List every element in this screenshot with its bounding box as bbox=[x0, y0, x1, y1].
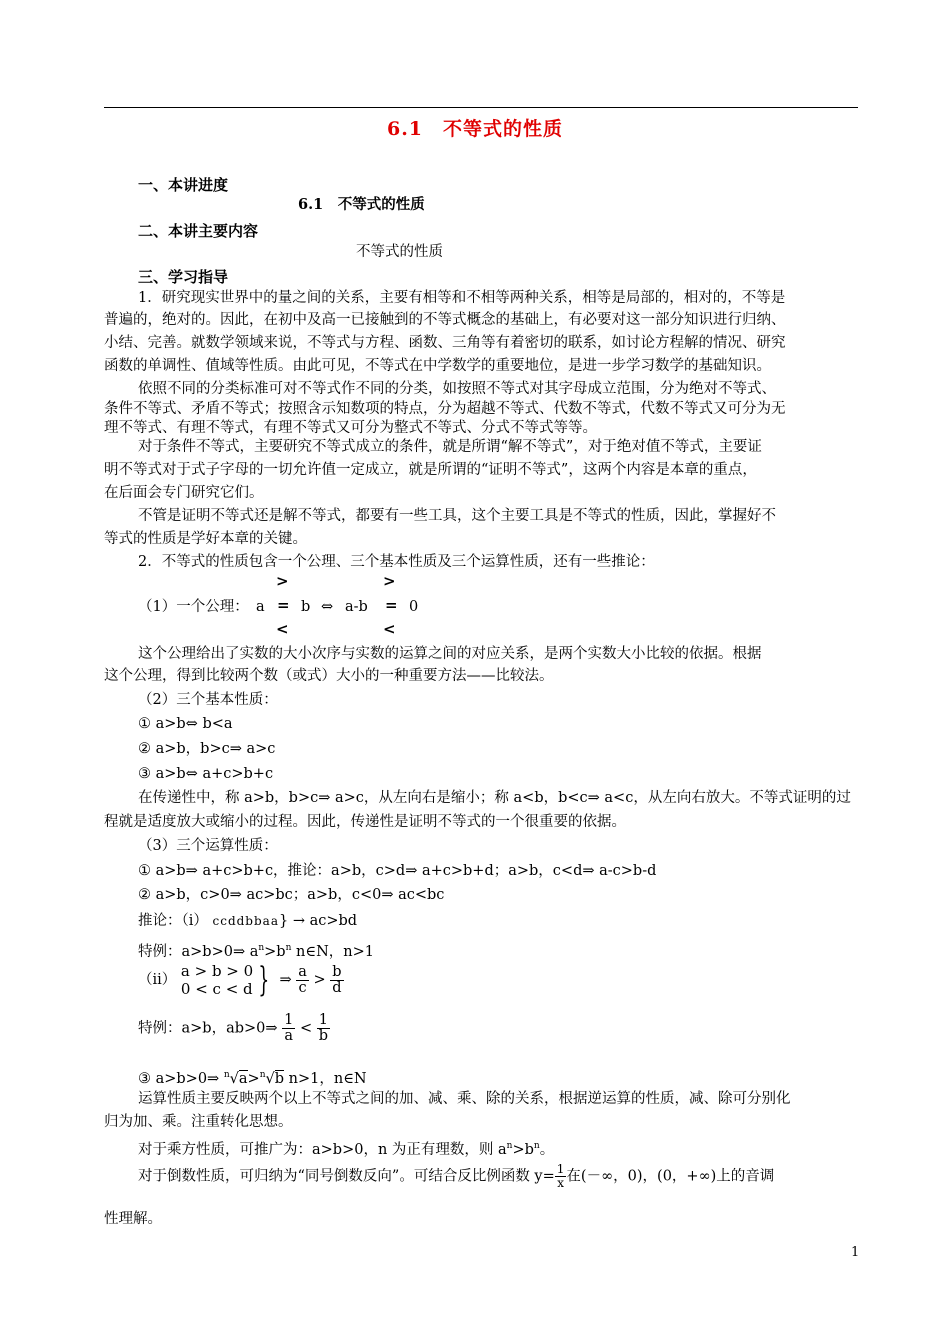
p3-line-3: 在后面会专门研究它们。 bbox=[104, 485, 264, 501]
p1-line-1: 1．研究现实世界中的量之间的关系，主要有相等和不相等两种关系，相等是局部的，相对的，不等是 bbox=[138, 290, 786, 306]
axiom-eq-1: = bbox=[277, 596, 290, 614]
axiom-gt-1: > bbox=[276, 572, 289, 590]
denominator: c bbox=[298, 979, 307, 996]
radicand-a: a bbox=[238, 1070, 248, 1087]
axiom-gt-2: > bbox=[383, 572, 396, 590]
numerator: 1 bbox=[284, 1012, 294, 1028]
condition-line-2: 0 < c < d bbox=[180, 980, 253, 998]
corollary-ii bbox=[138, 962, 344, 998]
p7-line-2: 程就是适度放大或缩小的过程。因此，传递性是证明不等式的一个很重要的依据。 bbox=[104, 814, 626, 830]
header-rule bbox=[104, 107, 858, 108]
iff-symbol: ⇔ bbox=[321, 599, 334, 615]
exponent-n: n bbox=[533, 1141, 540, 1151]
fraction-1-over-a bbox=[282, 1013, 295, 1044]
root-index: n bbox=[223, 1070, 230, 1080]
basic-property-1: ① a>b⇔ b<a bbox=[138, 716, 233, 732]
p10-line-1 bbox=[138, 1163, 774, 1190]
axiom-b: b bbox=[301, 599, 311, 615]
implies-symbol: ⇒ bbox=[279, 972, 292, 988]
p1-line-2: 普遍的，绝对的。因此，在初中及高一已接触到的不等式概念的基础上，有必要对这一部分知识进行归纳、 bbox=[104, 312, 786, 328]
special-case-1 bbox=[138, 939, 374, 961]
special-1-text: 特例：a>b>0⇒ a bbox=[138, 943, 259, 960]
exponent-n: n bbox=[285, 943, 292, 953]
axiom-lt-2: < bbox=[383, 620, 396, 638]
op-property-1: ① a>b⇒ a+c>b+c，推论：a>b，c>d⇒ a+c>b+d；a>b，c<d⇒ a-c>b-d bbox=[138, 863, 657, 879]
fraction-a-over-c bbox=[296, 965, 309, 996]
radical-icon: √ bbox=[229, 1070, 239, 1087]
exponent-n: n bbox=[506, 1141, 513, 1151]
fraction-b-over-d bbox=[330, 965, 343, 996]
section-1-content: 6.1 不等式的性质 bbox=[298, 196, 425, 213]
radical-icon: √ bbox=[265, 1070, 275, 1087]
p2-line-3: 理不等式、有理不等式，有理不等式又可分为整式不等式、分式不等式等等。 bbox=[104, 420, 597, 436]
p4-line-2: 等式的性质是学好本章的关键。 bbox=[104, 531, 307, 547]
denominator: b bbox=[318, 1028, 329, 1044]
numerator: a bbox=[298, 963, 307, 980]
ops-heading: （3）三个运算性质： bbox=[138, 838, 278, 854]
right-brace-icon: } bbox=[258, 960, 270, 1000]
greater-symbol: > bbox=[313, 972, 326, 988]
p2-line-1: 依照不同的分类标准可对不等式作不同的分类，如按照不等式对其字母成立范围，分为绝对不等式、 bbox=[138, 381, 776, 397]
less-symbol: < bbox=[299, 1020, 313, 1037]
special-1-tail: n∈N，n>1 bbox=[291, 943, 374, 960]
p5-line: 2．不等式的性质包含一个公理、三个基本性质及三个运算性质，还有一些推论： bbox=[138, 554, 655, 570]
page-title: 6.1 不等式的性质 bbox=[386, 118, 564, 140]
basic-heading: （2）三个基本性质： bbox=[138, 692, 278, 708]
corollary-i-arrow: → bbox=[292, 913, 305, 929]
section-2-content: 不等式的性质 bbox=[356, 244, 443, 260]
special-1-mid: >b bbox=[264, 943, 286, 960]
p1-line-3: 小结、完善。就数学领域来说，不等式与方程、函数、三角等有着密切的联系，如讨论方程解的情况、研究 bbox=[104, 335, 786, 351]
p1-line-4: 函数的单调性、值域等性质。由此可见，不等式在中学数学的重要地位，是进一步学习数学的基础知识。 bbox=[104, 358, 771, 374]
numerator: 1 bbox=[556, 1162, 565, 1176]
corollary-i-label: 推论：（i） bbox=[138, 913, 208, 929]
corollary-i bbox=[138, 912, 357, 930]
section-2-heading: 二、本讲主要内容 bbox=[138, 222, 259, 240]
corollary-i-result: ac>bd bbox=[309, 913, 358, 929]
p9-text: 对于乘方性质，可推广为：a>b>0，n 为正有理数，则 a bbox=[138, 1141, 507, 1158]
axiom-zero: 0 bbox=[409, 599, 419, 615]
p9-line bbox=[138, 1137, 554, 1159]
basic-property-3: ③ a>b⇔ a+c>b+c bbox=[138, 766, 274, 782]
axiom-label: （1）一个公理： bbox=[138, 599, 249, 615]
basic-property-2: ② a>b，b>c⇒ a>c bbox=[138, 741, 276, 757]
denominator: d bbox=[332, 979, 342, 996]
numerator: 1 bbox=[317, 1013, 330, 1029]
p4-line-1: 不管是证明不等式还是解不等式，都要有一些工具，这个主要工具是不等式的性质，因此，掌握好不 bbox=[138, 508, 776, 524]
axiom-a-minus-b: a-b bbox=[345, 599, 368, 615]
page-number: 1 bbox=[851, 1245, 860, 1260]
p9-tail: 。 bbox=[539, 1141, 555, 1158]
denominator: x bbox=[557, 1176, 564, 1190]
special-case-2 bbox=[138, 1013, 330, 1044]
axiom-lt-1: < bbox=[276, 620, 289, 638]
p3-line-2: 明不等式对于式子字母的一切允许值一定成立，就是所谓的“证明不等式”，这两个内容是本章的重点， bbox=[104, 462, 757, 478]
op-3-tail: n>1，n∈N bbox=[284, 1070, 367, 1087]
p6-line-1: 这个公理给出了实数的大小次序与实数的运算之间的对应关系，是两个实数大小比较的依据。根据 bbox=[138, 646, 762, 662]
numerator: b bbox=[332, 963, 342, 980]
exponent-n: n bbox=[258, 943, 265, 953]
condition-line-1: a > b > 0 bbox=[180, 962, 254, 980]
root-index: n bbox=[259, 1070, 266, 1080]
p3-line-1: 对于条件不等式，主要研究不等式成立的条件，就是所谓“解不等式”，对于绝对值不等式，主要证 bbox=[138, 439, 762, 455]
fraction-1-over-b bbox=[317, 1013, 330, 1044]
p9-mid: >b bbox=[512, 1141, 534, 1158]
p2-line-2: 条件不等式、矛盾不等式；按照含示知数项的特点，分为超越不等式、代数不等式，代数不等式又可分为无 bbox=[104, 401, 786, 417]
radicand-b: b bbox=[274, 1070, 285, 1087]
corollary-ii-label: （ii） bbox=[138, 972, 177, 988]
axiom-eq-2: = bbox=[385, 596, 398, 614]
p10-line-2: 性理解。 bbox=[104, 1211, 162, 1227]
p8-line-2: 归为加、乘。注重转化思想。 bbox=[104, 1114, 293, 1130]
section-3-heading: 三、学习指导 bbox=[138, 268, 229, 286]
p10-pre: 对于倒数性质，可归纳为“同号倒数反向”。可结合反比例函数 y= bbox=[138, 1168, 555, 1185]
greater-symbol: > bbox=[247, 1070, 260, 1087]
corollary-i-conditions: ccddbbaa bbox=[212, 914, 279, 928]
section-1-heading: 一、本讲进度 bbox=[138, 176, 229, 194]
corollary-ii-conditions bbox=[181, 962, 253, 998]
op-property-2: ② a>b，c>0⇒ ac>bc；a>b，c<0⇒ ac<bc bbox=[138, 887, 445, 903]
p7-line-1: 在传递性中，称 a>b，b>c⇒ a>c，从左向右是缩小；称 a<b，b<c⇒ a<c，从左向右放大。不等式证明的过 bbox=[138, 790, 851, 806]
denominator: a bbox=[284, 1028, 294, 1044]
fraction-1-over-x bbox=[555, 1163, 567, 1190]
p10-post: 在(－∞，0)，(0，+∞)上的音调 bbox=[566, 1168, 775, 1185]
op-3-prefix: ③ a>b>0⇒ bbox=[138, 1070, 224, 1087]
special-2-text: 特例：a>b，ab>0⇒ bbox=[138, 1020, 278, 1037]
p6-line-2: 这个公理，得到比较两个数（或式）大小的一种重要方法——比较法。 bbox=[104, 668, 554, 684]
corollary-i-brace: } bbox=[278, 913, 289, 929]
axiom-a: a bbox=[256, 599, 265, 615]
op-property-3 bbox=[138, 1066, 367, 1088]
p8-line-1: 运算性质主要反映两个以上不等式之间的加、减、乘、除的关系，根据逆运算的性质，减、除可分别化 bbox=[138, 1091, 791, 1107]
